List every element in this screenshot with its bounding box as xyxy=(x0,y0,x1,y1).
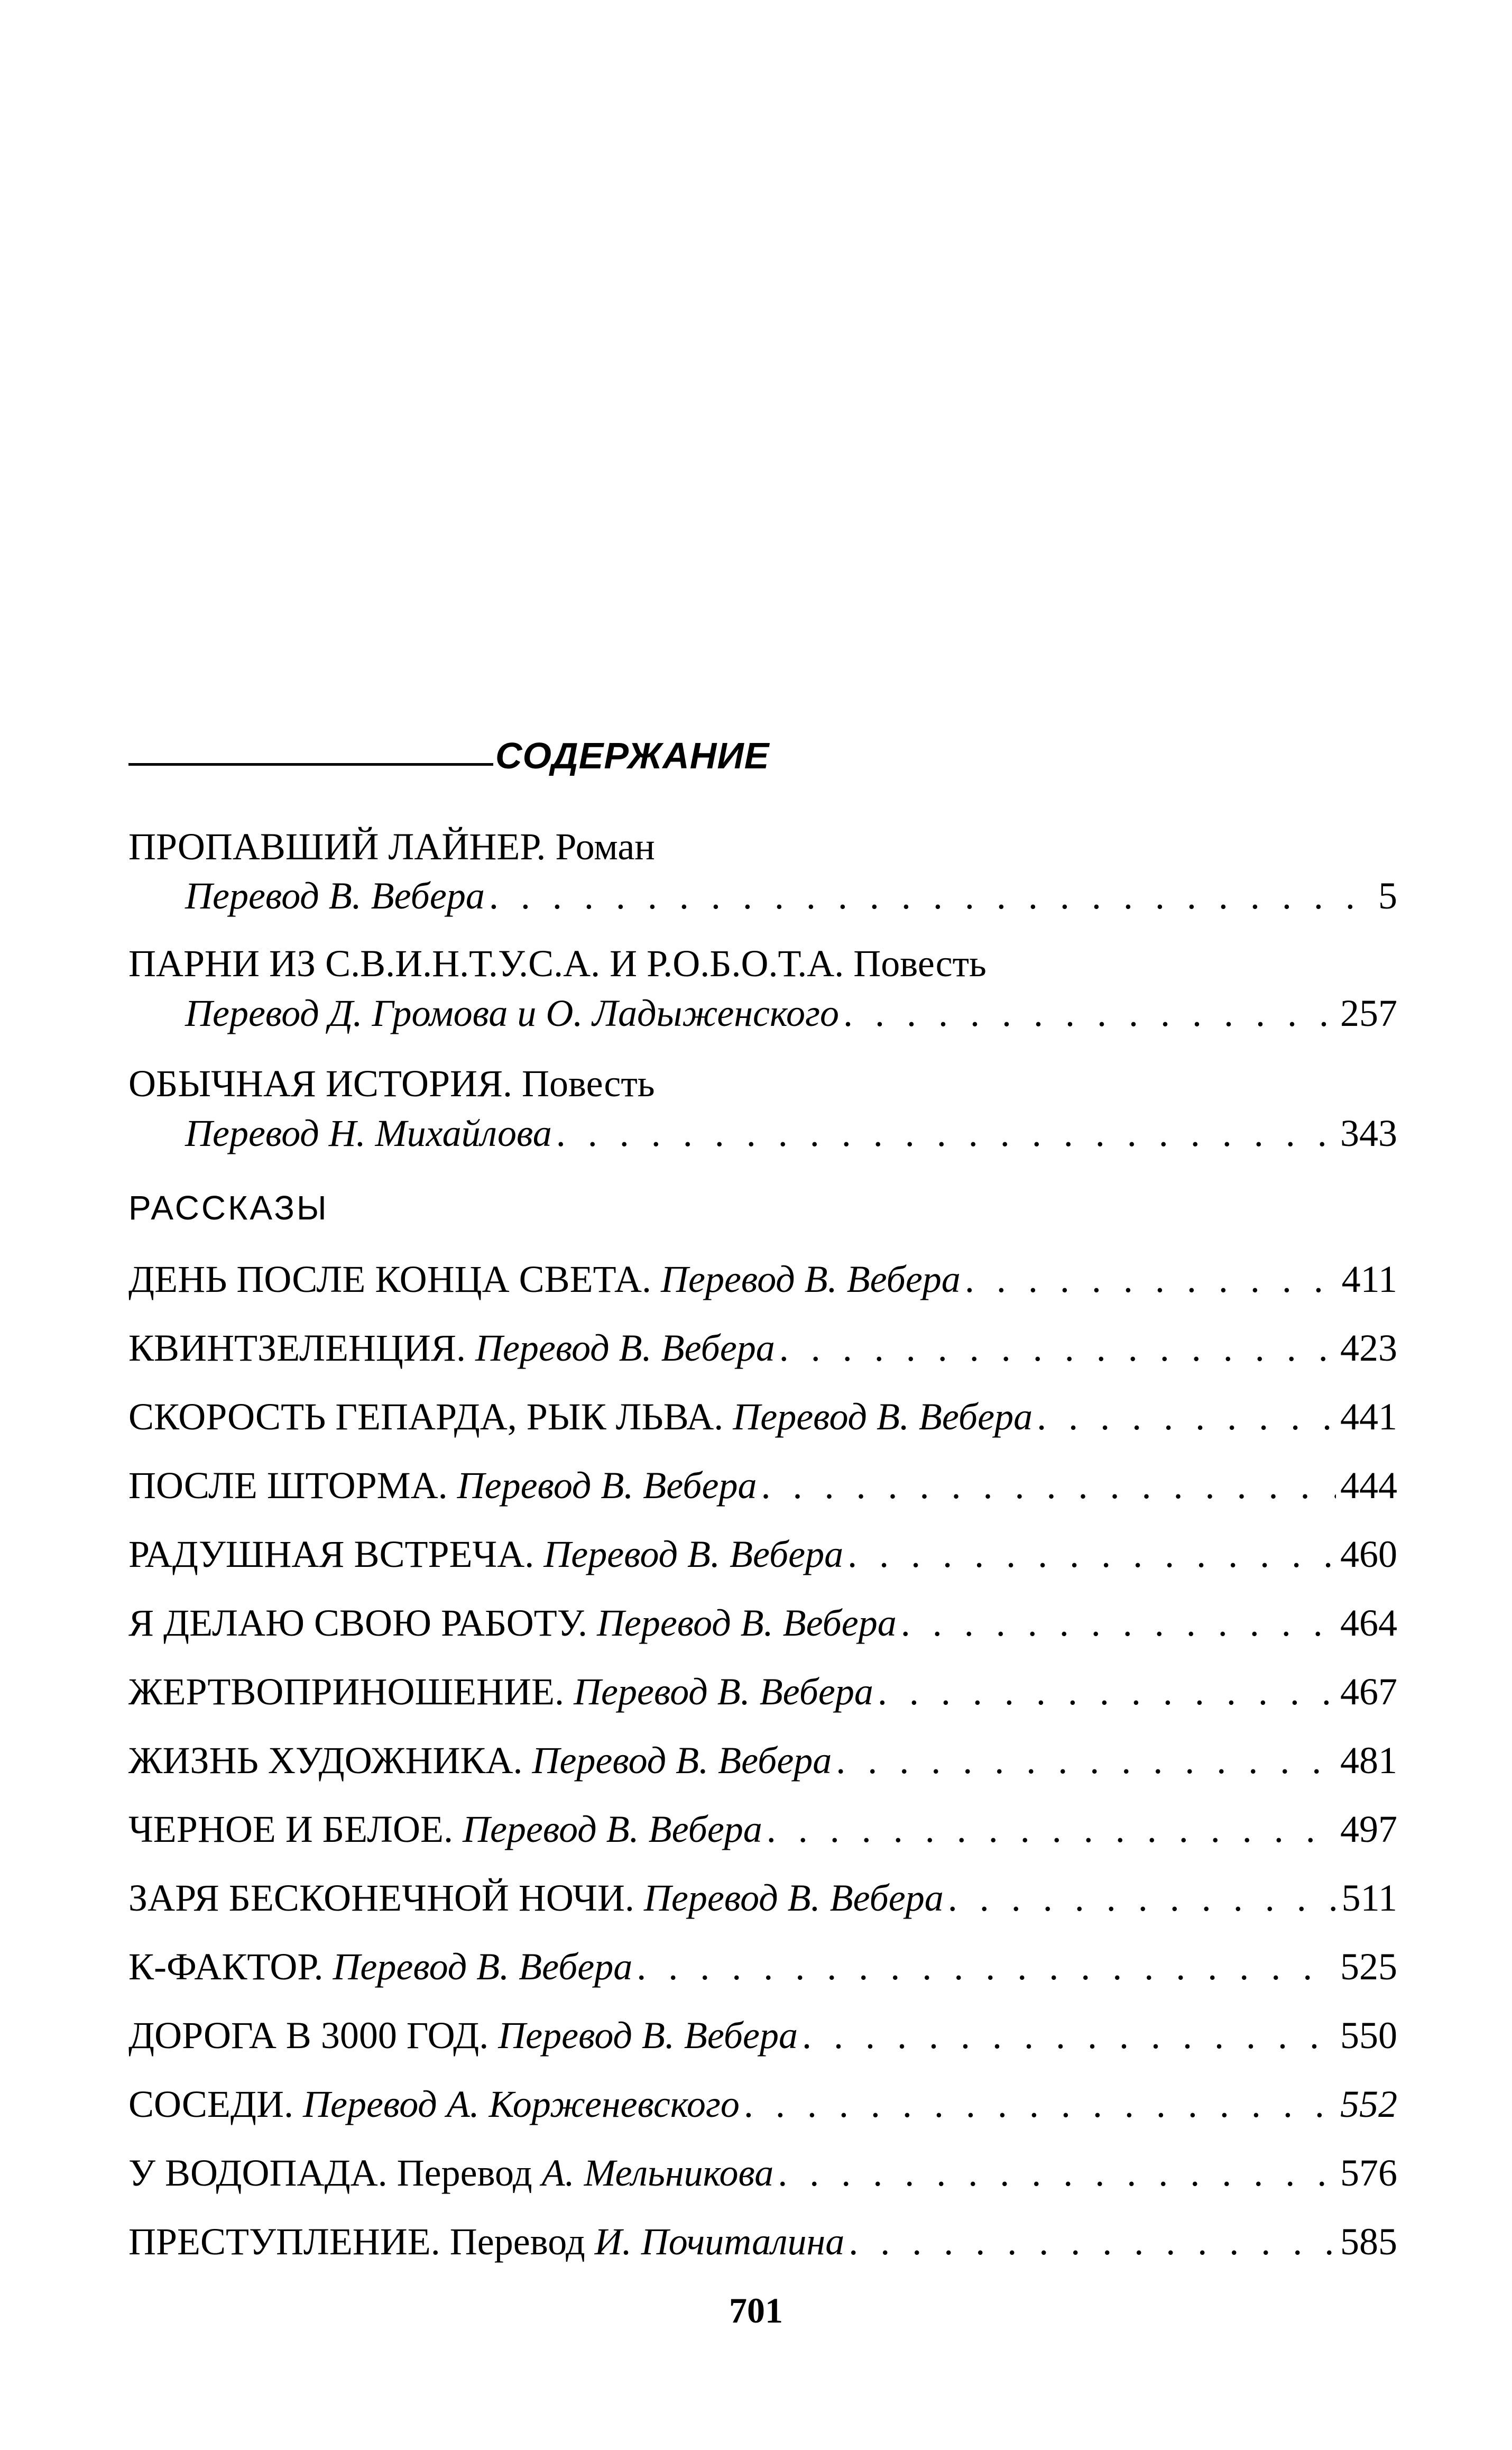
story-page-number: 411 xyxy=(1341,1258,1397,1300)
dot-leader xyxy=(802,2016,1336,2054)
story-title: ПОСЛЕ ШТОРМА. xyxy=(128,1464,448,1507)
story-row xyxy=(128,2154,1397,2192)
dot-leader xyxy=(489,877,1374,915)
heading-rule xyxy=(128,763,493,766)
story-row xyxy=(128,2014,1397,2057)
story-row xyxy=(128,1329,1397,1367)
entry-page-number: 257 xyxy=(1340,992,1397,1034)
story-translator: А. Мельникова xyxy=(541,2152,774,2194)
story-title: ЧЕРНОЕ И БЕЛОЕ. xyxy=(128,1808,453,1850)
dot-leader xyxy=(849,2223,1336,2261)
dot-leader xyxy=(878,1673,1336,1711)
story-translator: Перевод В. Вебера xyxy=(475,1327,775,1369)
story-row xyxy=(128,1535,1397,1573)
entry-leader-line xyxy=(128,1260,1397,1298)
entry-title: ОБЫЧНАЯ ИСТОРИЯ. Повесть xyxy=(128,1062,655,1105)
story-translator: Перевод В. Вебера xyxy=(574,1671,873,1713)
entry-leader-line xyxy=(128,2220,1397,2263)
story-title: РАДУШНАЯ ВСТРЕЧА. xyxy=(128,1533,534,1575)
dot-leader xyxy=(779,1329,1336,1367)
story-title: Я ДЕЛАЮ СВОЮ РАБОТУ. xyxy=(128,1602,587,1644)
entry-leader-line xyxy=(128,2085,1397,2123)
dot-leader xyxy=(556,1114,1336,1152)
entry-leader-line xyxy=(128,1535,1397,1573)
story-row xyxy=(128,1464,1397,1507)
entry-leader-line xyxy=(128,1398,1397,1436)
story-translator: Перевод В. Вебера xyxy=(333,1946,633,1988)
dot-leader xyxy=(948,1879,1338,1917)
entry-title: ПРОПАВШИЙ ЛАЙНЕР. Роман xyxy=(128,825,655,868)
story-row xyxy=(128,2220,1397,2263)
toc-entry-novel xyxy=(128,825,1397,868)
entry-leader-line xyxy=(128,1464,1397,1507)
story-page-number: 552 xyxy=(1340,2083,1397,2125)
page-number-footer: 701 xyxy=(729,2290,783,2330)
section-stories xyxy=(128,1191,1397,1225)
story-page-number: 467 xyxy=(1340,1671,1397,1713)
story-row xyxy=(128,1604,1397,1642)
story-title: СОСЕДИ. xyxy=(128,2083,294,2125)
story-translator: Перевод В. Вебера xyxy=(543,1533,844,1575)
story-title: ЖИЗНЬ ХУДОЖНИКА. xyxy=(128,1739,523,1782)
toc-entry-novel-translator xyxy=(128,877,1397,915)
dot-leader xyxy=(901,1604,1336,1642)
story-title: КВИНТЗЕЛЕНЦИЯ. xyxy=(128,1327,466,1369)
story-page-number: 441 xyxy=(1340,1396,1397,1438)
entry-leader-line xyxy=(185,1114,1397,1152)
dot-leader xyxy=(847,1535,1336,1573)
story-page-number: 497 xyxy=(1340,1808,1397,1850)
story-row xyxy=(128,1879,1397,1917)
story-translator-prefix: Перевод xyxy=(449,2220,585,2263)
story-title: ЗАРЯ БЕСКОНЕЧНОЙ НОЧИ. xyxy=(128,1877,634,1919)
dot-leader xyxy=(767,1810,1336,1848)
entry-page-number: 343 xyxy=(1340,1112,1397,1154)
story-row xyxy=(128,1673,1397,1711)
story-title: ДЕНЬ ПОСЛЕ КОНЦА СВЕТА. xyxy=(128,1258,651,1300)
entry-translator: Перевод Н. Михайлова xyxy=(185,1112,552,1154)
entry-leader-line xyxy=(185,877,1397,915)
entry-leader-line xyxy=(128,2154,1397,2192)
story-translator-prefix: Перевод xyxy=(397,2152,532,2194)
entry-leader-line xyxy=(128,2014,1397,2057)
dot-leader xyxy=(761,1466,1336,1504)
story-translator: Перевод В. Вебера xyxy=(596,1602,897,1644)
story-translator: Перевод В. Вебера xyxy=(643,1877,944,1919)
story-title: ПРЕСТУПЛЕНИЕ. xyxy=(128,2220,440,2263)
contents-heading-text: СОДЕРЖАНИЕ xyxy=(495,735,770,776)
story-page-number: 481 xyxy=(1340,1739,1397,1782)
story-translator: Перевод В. Вебера xyxy=(498,2014,798,2057)
dot-leader xyxy=(843,994,1336,1032)
entry-leader-line xyxy=(128,1948,1397,1986)
story-row xyxy=(128,2085,1397,2123)
entry-translator: Перевод В. Вебера xyxy=(185,875,485,917)
story-page-number: 576 xyxy=(1340,2152,1397,2194)
story-translator: Перевод В. Вебера xyxy=(457,1464,757,1507)
story-row xyxy=(128,1398,1397,1436)
dot-leader xyxy=(778,2154,1336,2192)
dot-leader xyxy=(965,1260,1338,1298)
story-title: ЖЕРТВОПРИНОШЕНИЕ. xyxy=(128,1671,565,1713)
entry-leader-line xyxy=(128,1604,1397,1642)
story-translator: И. Почиталина xyxy=(594,2220,845,2263)
entry-leader-line xyxy=(128,1673,1397,1711)
story-translator: Перевод В. Вебера xyxy=(532,1739,832,1782)
dot-leader xyxy=(836,1741,1336,1779)
story-row xyxy=(128,1948,1397,1986)
entry-title: ПАРНИ ИЗ С.В.И.Н.Т.У.С.А. И Р.О.Б.О.Т.А. Повесть xyxy=(128,942,987,985)
story-page-number: 550 xyxy=(1340,2014,1397,2057)
toc-entry-novella-2-translator xyxy=(128,1114,1397,1152)
entry-leader-line xyxy=(128,1810,1397,1848)
contents-heading xyxy=(128,721,795,774)
story-title: У ВОДОПАДА. xyxy=(128,2152,388,2194)
toc-entry-novella-1-translator xyxy=(128,994,1397,1032)
toc-entry-novella-1 xyxy=(128,944,1397,983)
story-page-number: 460 xyxy=(1340,1533,1397,1575)
story-page-number: 444 xyxy=(1340,1464,1397,1507)
story-page-number: 511 xyxy=(1341,1877,1397,1919)
story-page-number: 464 xyxy=(1340,1602,1397,1644)
story-translator: Перевод А. Корженевского xyxy=(303,2083,740,2125)
entry-leader-line xyxy=(128,1879,1397,1917)
dot-leader xyxy=(637,1948,1336,1986)
story-title: К-ФАКТОР. xyxy=(128,1946,324,1988)
entry-leader-line xyxy=(128,1739,1397,1782)
entry-translator: Перевод Д. Громова и О. Ладыженского xyxy=(185,992,840,1034)
story-title: СКОРОСТЬ ГЕПАРДА, РЫК ЛЬВА. xyxy=(128,1396,724,1438)
entry-page-number: 5 xyxy=(1378,875,1397,917)
dot-leader xyxy=(744,2085,1336,2123)
entry-leader-line xyxy=(185,994,1397,1032)
section-label: РАССКАЗЫ xyxy=(128,1189,329,1227)
story-page-number: 585 xyxy=(1340,2220,1397,2263)
story-translator: Перевод В. Вебера xyxy=(462,1808,762,1850)
story-row xyxy=(128,1739,1397,1782)
toc-entry-novella-2 xyxy=(128,1062,1397,1105)
story-row xyxy=(128,1260,1397,1298)
story-title: ДОРОГА В 3000 ГОД. xyxy=(128,2014,489,2057)
story-page-number: 525 xyxy=(1340,1946,1397,1988)
story-page-number: 423 xyxy=(1340,1327,1397,1369)
story-translator: Перевод В. Вебера xyxy=(733,1396,1033,1438)
dot-leader xyxy=(1037,1398,1336,1436)
story-translator: Перевод В. Вебера xyxy=(660,1258,961,1300)
entry-leader-line xyxy=(128,1329,1397,1367)
story-row xyxy=(128,1810,1397,1848)
